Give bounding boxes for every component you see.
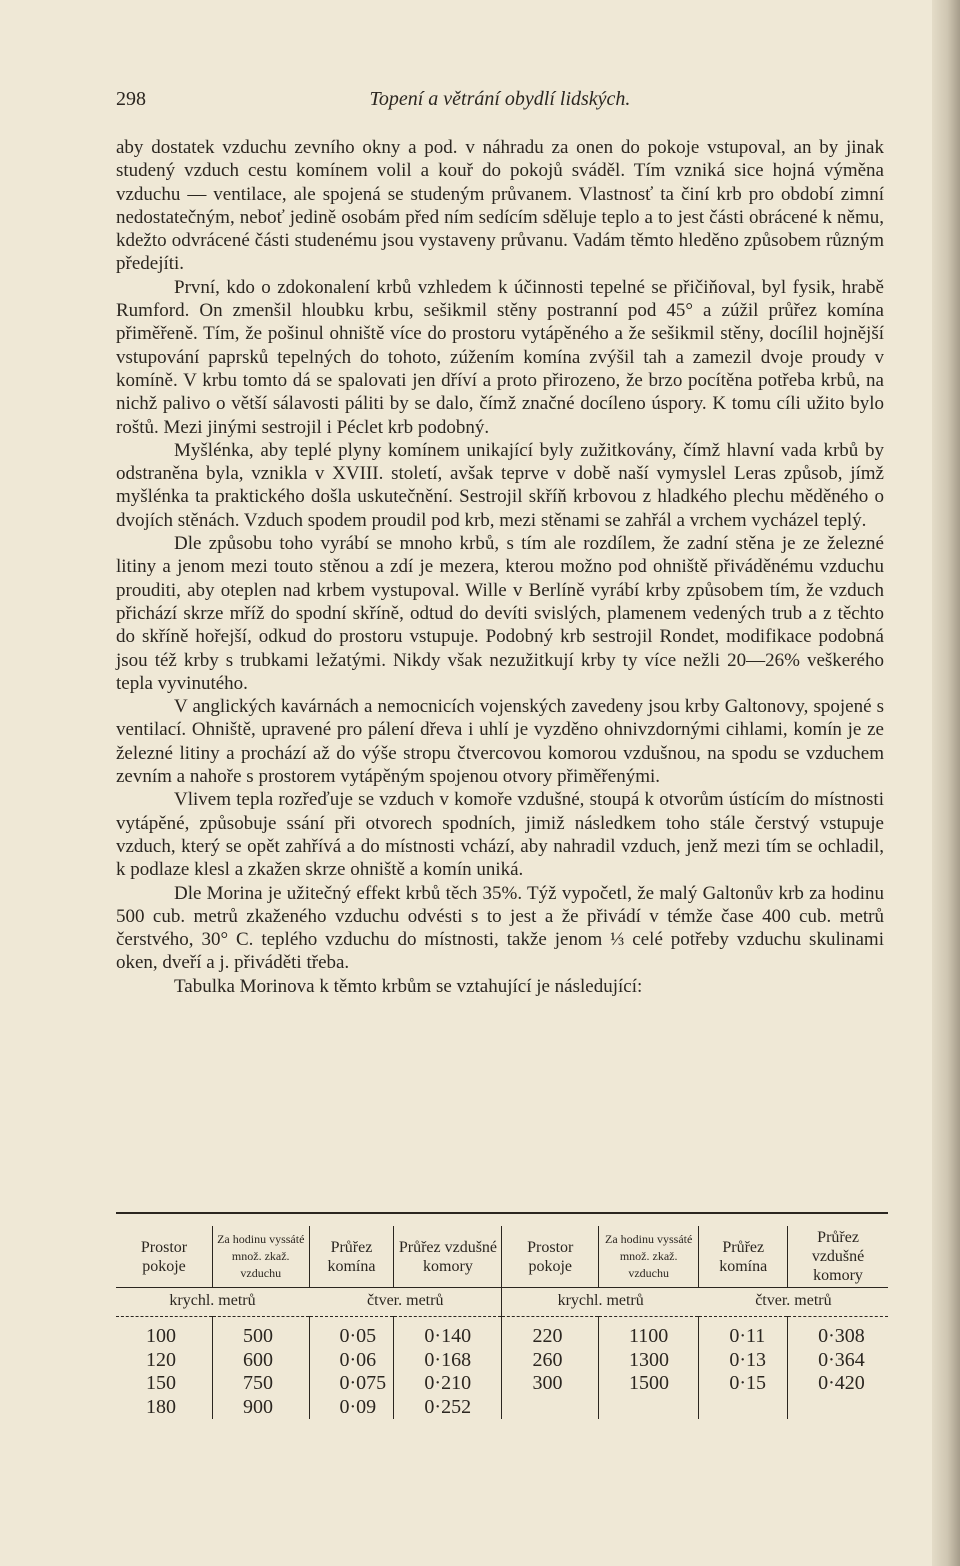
col-header-room-2: Prostor pokoje	[502, 1226, 599, 1288]
col-header-chamber: Průřez vzdušné komory	[394, 1226, 502, 1288]
morin-table	[116, 1212, 888, 1419]
cell-air: 500	[213, 1317, 310, 1349]
table-row	[116, 1372, 888, 1396]
unit-right-a: krychl. metrů	[502, 1288, 699, 1317]
cell-chamber-2	[788, 1396, 888, 1420]
cell-chamber: 0·252	[394, 1396, 502, 1420]
cell-chimney-2: 0·13	[699, 1349, 788, 1373]
col-header-room: Prostor pokoje	[140, 1238, 188, 1275]
cell-room: 150	[146, 1372, 176, 1394]
cell-chamber-2: 0·364	[788, 1349, 888, 1373]
table-caption: Tabulka Morinova k těmto krbům se vztahující je následující:	[174, 975, 643, 997]
cell-room-2: 220	[502, 1317, 599, 1349]
body-text	[116, 136, 884, 998]
cell-chimney: 0·075	[309, 1372, 394, 1396]
unit-right-b: čtver. metrů	[699, 1288, 888, 1317]
cell-air: 900	[213, 1396, 310, 1420]
unit-left-a: krychl. metrů	[116, 1288, 309, 1317]
paragraph: Vlivem tepla rozřeďuje se vzduch v komoře vzdušné, stoupá k otvorům ústícím do místnosti vytápěné, způsobuje ssání při otvorech spodních, jimiž následkem toho stále čerstvý vstupuje vzduch, který se opět zahřívá a do místnosti vchází, aby nahradil vzduch, jenž mezi tím se ochladil, k podlaze klesl a zkažen skrze ohniště a komín uniká.	[116, 789, 884, 881]
cell-chimney: 0·06	[309, 1349, 394, 1373]
table-unit-row	[116, 1288, 888, 1317]
cell-room-2: 300	[502, 1372, 599, 1396]
cell-room: 100	[146, 1325, 176, 1347]
cell-chamber: 0·140	[394, 1317, 502, 1349]
data-table	[116, 1226, 888, 1419]
cell-chimney-2	[699, 1396, 788, 1420]
table-header-row	[116, 1226, 888, 1288]
cell-air-2	[598, 1396, 698, 1420]
paragraph: Dle způsobu toho vyrábí se mnoho krbů, s tím ale rozdílem, že zadní stěna je ze železné litiny a jenom mezi touto stěnou a zdí je mezera, kterou možno pod ohniště přiváděnému vzduchu prouditi, aby oteplen nad krbem vystupoval. Wille v Berlíně vyrábí krby způsobem tím, že vzduch přichází skrze mříž do spodní skříně, odtud do devíti svislých, plamenem vedených trub a z těchto do skříně hořejší, odkud do prostoru vstupuje. Podobný krb sestrojil Rondet, modifikace podobná jsou též krby s trubkami ležatými. Nikdy však nezužitkují krby ty více nežli 20—26% veškerého tepla vyvinutého.	[116, 533, 884, 694]
cell-chamber: 0·168	[394, 1349, 502, 1373]
paragraph: Dle Morina je užitečný effekt krbů těch 35%. Týž vypočetl, že malý Galtonův krb za hodinu 500 cub. metrů zkaženého vzduchu odvésti s to jest a že přivádí v témže čase 400 cub. metrů čerstvého, 30° C. teplého vzduchu do místnosti, takže jenom ⅓ celé potřeby vzduchu skulinami oken, dveří a j. přiváděti třeba.	[116, 882, 884, 974]
cell-air-2: 1300	[598, 1349, 698, 1373]
running-title: Topení a větrání obydlí lidských.	[369, 88, 631, 110]
page-header	[116, 88, 884, 118]
unit-left-b: čtver. metrů	[309, 1288, 502, 1317]
col-header-air: Za hodinu vyssáté množ. zkaž. vzduchu	[213, 1226, 310, 1288]
table-row	[116, 1396, 888, 1420]
cell-air: 600	[213, 1349, 310, 1373]
cell-chimney-2: 0·15	[699, 1372, 788, 1396]
table-row	[116, 1349, 888, 1373]
cell-chamber: 0·210	[394, 1372, 502, 1396]
cell-room: 120	[146, 1348, 176, 1371]
table-row	[116, 1317, 888, 1349]
cell-air-2: 1100	[598, 1317, 698, 1349]
cell-chimney-2: 0·11	[699, 1317, 788, 1349]
table-top-rule	[116, 1212, 888, 1214]
cell-air-2: 1500	[598, 1372, 698, 1396]
page-number: 298	[116, 88, 146, 110]
paragraph: První, kdo o zdokonalení krbů vzhledem k účinnosti tepelné se přičiňoval, byl fysik, hrabě Rumford. On zmenšil hloubku krbu, sešikmil stěny postranní pod 45° a zúžil průřez komína přiměřeně. Tím, že pošinul ohniště více do prostoru vytápěného a že sešikmil stěny, docílil hojnější vstupování paprsků tepelných do tohoto, zúžením komína zvýšil tah a zamezil dvoje proudy v komíně. V krbu tomto dá se spalovati jen dříví a proto přirozeno, že brzo pocítěna potřeba krbů, na nichž palivo o větší sálavosti páliti by se dalo, čímž značné docíleno úspory. K tomu cíli užito bylo roštů. Mezi jinými sestrojil i Péclet krb podobný.	[116, 276, 884, 438]
paragraph: V anglických kavárnách a nemocnicích vojenských zavedeny jsou krby Galtonovy, spojené s ventilací. Ohniště, upravené pro pálení dřeva i uhlí je vyzděno ohnivzdornými cihlami, komín je ze železné litiny a prochází až do výše stropu čtvercovou komorou vzdušnou, na spodu se vzduchem zevním a nahoře s prostorem vytápěným spojenou otvory přiměřenými.	[116, 696, 884, 788]
cell-chamber-2: 0·308	[788, 1317, 888, 1349]
cell-room-2	[502, 1396, 599, 1420]
col-header-air-2: Za hodinu vyssáté množ. zkaž. vzduchu	[598, 1226, 698, 1288]
page-edge-shadow	[932, 0, 960, 1566]
cell-room: 180	[146, 1395, 176, 1418]
paragraph: aby dostatek vzduchu zevního okny a pod. v náhradu za onen do pokoje vstupoval, an by jinak studený vzduch cestu komínem volil a kouř do pokojů sváděl. Tím vzniká sice hojná výměna vzduchu — ventilace, ale spojená se studeným průvanem. Vlastnosť ta činí krb pro období zimní nedostatečným, neboť jedině osobám před ním sedícím sděluje teplo a to jest části obrácené k němu, kdežto odvrácené části studenému jsou vystaveny průvanu. Vadám těmto hleděno způsobem různým předejíti.	[116, 137, 884, 275]
cell-chamber-2: 0·420	[788, 1372, 888, 1396]
cell-chimney: 0·05	[309, 1317, 394, 1349]
col-header-chimney: Průřez komína	[309, 1226, 394, 1288]
cell-air: 750	[213, 1372, 310, 1396]
col-header-chimney-2: Průřez komína	[699, 1226, 788, 1288]
col-header-chamber-2: Průřez vzdušné komory	[788, 1226, 888, 1288]
paragraph: Myšlénka, aby teplé plyny komínem unikající byly zužitkovány, čímž hlavní vada krbů by odstraněna byla, vznikla v XVIII. století, avšak teprve v době naší vymyslel Leras způsob, jímž myšlénka ta praktického došla uskutečnění. Sestrojil skříň krbovou z hladkého plechu měděného o dvojích stěnách. Vzduch spodem proudil pod krb, mezi stěnami se zahřál a vrchem vycházel teplý.	[116, 439, 884, 531]
cell-room-2: 260	[502, 1349, 599, 1373]
cell-chimney: 0·09	[309, 1396, 394, 1420]
